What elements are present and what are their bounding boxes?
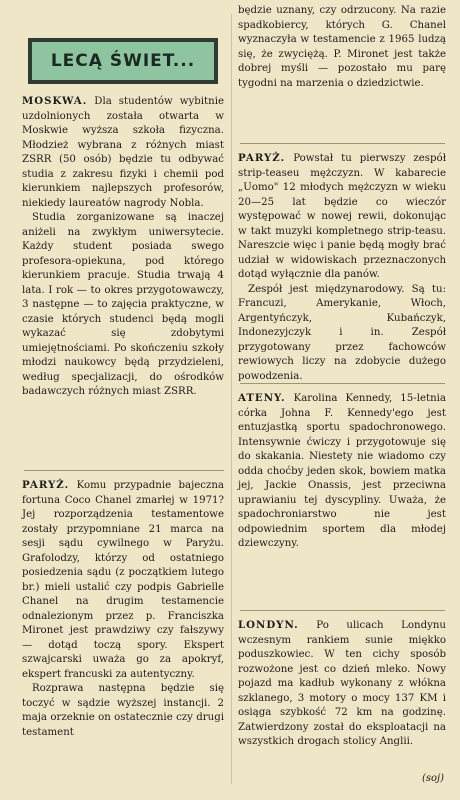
article-paragraph [238, 618, 446, 750]
article-paragraph: Rozprawa następna będzie się toczyć w sądzie wyższej instancji. 2 maja orzeknie on ostatecznie czy drugi testament [22, 683, 224, 738]
article-moskwa [22, 94, 224, 400]
article-separator [240, 610, 445, 611]
article-separator [24, 470, 224, 471]
article-paragraph [22, 94, 224, 211]
article-text: Dla studentów wybitnie uzdolnionych została otwarta w Moskwie wyższa szkoła fizyczna. Młodzież wybrana z różnych miast ZSRR (50 osób) będzie tu odbywać studia z zakresu fizyki i chemii pod kierunkiem najlepszych profesorów, niekiedy laureatów nagrody Nobla. [22, 96, 224, 209]
article-paryz-striptease [238, 151, 446, 384]
banner-title: LECĄ ŚWIET... [32, 42, 214, 80]
article-text: Powstał tu pierwszy zespół strip-teaseu mężczyzn. W kabarecie „Uomo" 12 młodych mężczyzn w wieku 20—25 lat będzie co wieczór występować w nowej rewii, dokonując w takt muzyki kompletnego strip-teasu. Nareszcie więc i panie będą mogły brać udział w widowiskach przeznaczonych dotąd wyłącznie dla panów. [238, 153, 446, 280]
article-paryz-chanel [22, 478, 224, 740]
article-paragraph: będzie uznany, czy odrzucony. Na razie spadkobiercy, których G. Chanel wyznaczyła w testamencie z 1965 ludzą się, że zwyciężą. P. Mironet jest także dobrej myśli — pozostało mu parę tygodni na marzenia o dziedzictwie. [238, 5, 446, 89]
article-paryz-chanel-continued [238, 4, 446, 91]
author-signature: (soj) [421, 773, 444, 784]
article-paragraph: Studia zorganizowane są inaczej aniżeli na zwykłym uniwersytecie. Każdy student posiada swego profesora-opiekuna, pod którego kierunkiem pracuje. Studia trwają 4 lata. I rok — to okres przygotowawczy, 3 następne — to zajęcia praktyczne, w czasie których studenci będą mogli wykazać się zdobytymi umiejętnościami. Po skończeniu szkoły młodzi naukowcy będą przydzieleni, według specjalizacji, do ośrodków badawczych różnych miast ZSRR. [22, 212, 224, 397]
article-londyn [238, 618, 446, 750]
article-paragraph [238, 391, 446, 552]
article-dateline: LONDYN. [238, 619, 299, 631]
article-paragraph: Zespół jest międzynarodowy. Są tu: Francuzi, Amerykanie, Włoch, Argentyńczyk, Kubańczyk, Indonezyjczyk i in. Zespół przygotowany przez fachowców rewiowych liczy na zdobycie dużego powodzenia. [238, 283, 446, 382]
article-text: Po ulicach Londynu wczesnym rankiem sunie miękko poduszkowiec. W ten cichy sposób rozwożone jest co dzień mleko. Nowy pojazd ma kadłub wykonany z włókna szklanego, 3 motory o mocy 137 KM i osiąga szybkość 72 km na godzinę. Zatwierdzony został do eksploatacji na wszystkich drogach stolicy Anglii. [238, 620, 446, 747]
article-paragraph [238, 151, 446, 283]
article-dateline: ATENY. [238, 392, 286, 404]
article-dateline: PARYŻ. [238, 152, 286, 164]
article-dateline: MOSKWA. [22, 95, 88, 107]
article-separator [240, 383, 445, 384]
article-text: Karolina Kennedy, 15-letnia córka Johna F. Kennedy'ego jest entuzjastką sportu spadochronowego. Intensywnie ćwiczy i przygotowuje się do skakania. Niestety nie wiadomo czy odda choćby jeden skok, bowiem matka jej, Jackie Onassis, jest przeciwna uprawianiu tej dyscypliny. Uważa, że spadochroniarstwo nie jest odpowiednim sportem dla młodej dziewczyny. [238, 393, 446, 549]
article-dateline: PARYŻ. [22, 479, 70, 491]
article-separator [240, 143, 445, 144]
section-banner [28, 38, 218, 84]
article-paragraph [22, 478, 224, 682]
article-ateny [238, 391, 446, 552]
article-text: Komu przypadnie bajeczna fortuna Coco Chanel zmarłej w 1971? Jej rozporządzenia testamentowe zostały przypomniane 21 marca na sesji sądu cywilnego w Paryżu. Grafolodzy, którzy od ostatniego posiedzenia sądu (z początkiem lutego br.) mieli ustalić czy podpis Gabrielle Chanel na drugim testamencie odnalezionym przez p. Franciszka Mironet jest prawdziwy czy fałszywy — dotąd toczą spory. Ekspert szwajcarski uważa go za apokryf, ekspert francuski za autentyczny. [22, 480, 224, 680]
column-divider [231, 14, 232, 784]
